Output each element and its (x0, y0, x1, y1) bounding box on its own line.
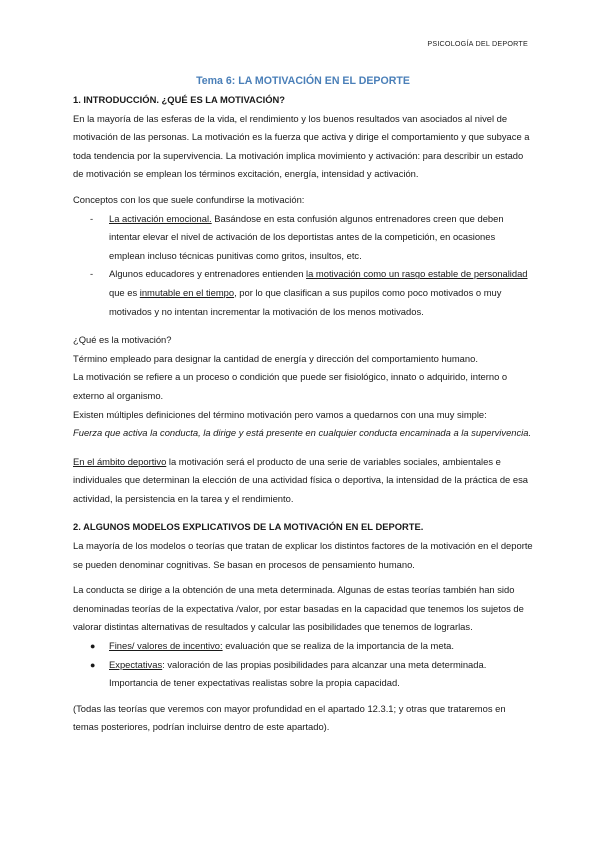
models-paragraph: La mayoría de los modelos o teorías que tratan de explicar los distintos factores de la motivación en el deporte se pueden denominar cognitivas. Se basan en procesos de pensamiento humano. (73, 540, 533, 570)
list-item-text: que es (109, 286, 140, 298)
underlined-term: Expectativas (109, 658, 163, 670)
definition-line-1: Término empleado para designar la cantidad de energía y dirección del comportamiento humano. (73, 352, 478, 364)
underlined-term: inmutable en el tiempo (139, 286, 235, 298)
section-1-heading: 1. INTRODUCCIÓN. ¿QUÉ ES LA MOTIVACIÓN? (73, 94, 285, 105)
underlined-term: La activación emocional. (109, 212, 212, 224)
bullet-marker: ● (90, 641, 96, 652)
underlined-term: la motivación como un rasgo estable de personalidad (306, 268, 528, 280)
list-item-text: evaluación que se realiza de la importancia de la meta. (222, 640, 454, 652)
paragraph-text: la motivación será el producto de una serie de variables sociales, ambientales e individuales que determinan la elección de una actividad física o deportiva, la intensidad de la práctica de esa actividad, la persistencia en la tarea y el rendimiento. (73, 455, 528, 504)
page-content (73, 73, 533, 737)
expectancy-paragraph: La conducta se dirige a la obtención de una meta determinada. Algunas de estas teorías también han sido denominadas teorías de la expectativa /valor, por estar basadas en la capacidad que tenemos los sujetos de valorar distintas alternativas de resultados y calcular las posibilidades que tenemos de lograrlas. (73, 584, 524, 633)
confusion-list (73, 210, 533, 322)
confusion-intro: Conceptos con los que suele confundirse la motivación: (73, 193, 305, 205)
dash-marker: - (90, 268, 94, 280)
page-title: Tema 6: LA MOTIVACIÓN EN EL DEPORTE (196, 75, 410, 87)
underlined-term: En el ámbito deportivo (73, 455, 167, 467)
list-item-text: , por lo que clasifican a sus pupilos como poco motivados o muy motivados y no intentan incrementar la motivación de los menos motivados. (109, 286, 502, 317)
question-heading: ¿Qué es la motivación? (73, 334, 172, 346)
intro-paragraph: En la mayoría de las esferas de la vida, el rendimiento y los buenos resultados van asociados al nivel de motivación de las personas. La motivación es la fuerza que activa y dirige el comportamiento y que subyace a toda tendencia por la supervivencia. La motivación implica movimiento y activación: para describir un estado de motivación se emplean los términos excitación, energía, intensidad y activación. (73, 112, 530, 180)
bullet-marker: ● (90, 659, 96, 670)
list-item-text: Basándose en esta confusión algunos entrenadores creen que deben intentar elevar el nivel de activación de los deportistas antes de la competición, en ocasiones emplean incluso técnicas punitivas como gritos, insultos, etc. (109, 212, 504, 261)
section-2-heading: 2. ALGUNOS MODELOS EXPLICATIVOS DE LA MOTIVACIÓN EN EL DEPORTE. (73, 521, 424, 533)
list-item (73, 656, 533, 693)
underlined-term: Fines/ valores de incentivo: (109, 640, 223, 652)
dash-marker: - (90, 212, 94, 224)
definition-line-2: La motivación se refiere a un proceso o condición que puede ser fisiológico, innato o adquirido, interno o externo al organismo. (73, 371, 508, 401)
sport-context-paragraph (73, 453, 533, 509)
definition-quote: Fuerza que activa la conducta, la dirige y está presente en cualquier conducta encaminada a la supervivencia. (73, 427, 532, 439)
note-paragraph: (Todas las teorías que veremos con mayor profundidad en el apartado 12.3.1; y otras que trataremos en temas posteriores, podrían incluirse dentro de este apartado). (73, 702, 506, 733)
expectancy-list (73, 637, 533, 693)
list-item (73, 637, 533, 656)
list-item (73, 265, 533, 321)
running-header: PSICOLOGÍA DEL DEPORTE (427, 39, 528, 48)
list-item (73, 210, 533, 266)
definition-line-3: Existen múltiples definiciones del término motivación pero vamos a quedarnos con una muy simple: (73, 408, 487, 420)
list-item-text: : valoración de las propias posibilidades para alcanzar una meta determinada. Importancia de tener expectativas realistas sobre la propia capacidad. (109, 658, 487, 689)
list-item-text: Algunos educadores y entrenadores entienden (109, 268, 307, 280)
